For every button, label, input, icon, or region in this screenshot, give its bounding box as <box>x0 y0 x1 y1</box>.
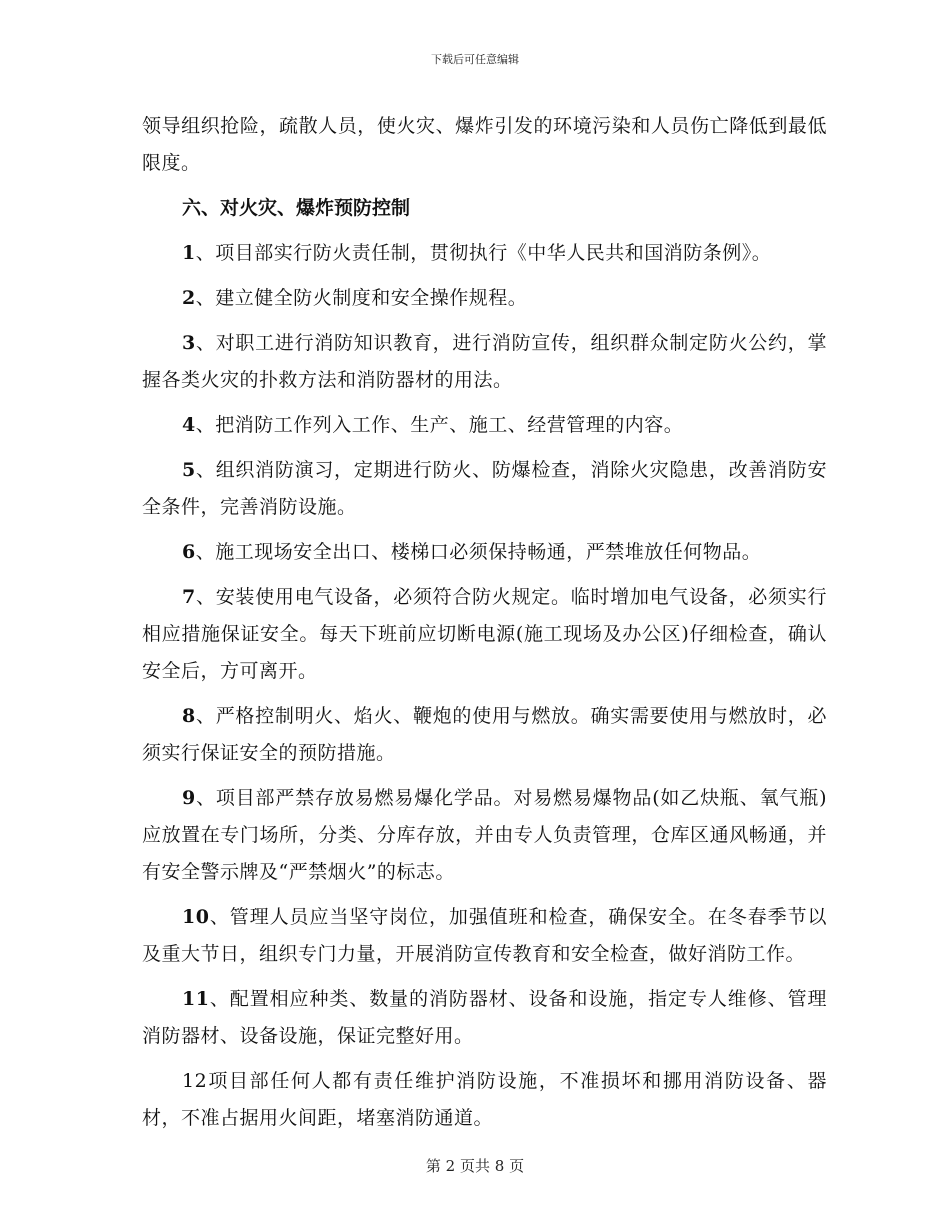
item-number: 1 <box>182 242 196 264</box>
list-item-3 <box>142 325 827 399</box>
item-text: 、组织消防演习，定期进行防火、防爆检查，消除火灾隐患，改善消防安全条件，完善消防设施。 <box>142 459 827 518</box>
item-text: 、项目部严禁存放易燃易爆化学品。对易燃易爆物品(如乙炔瓶、氧气瓶)应放置在专门场所，分类、分库存放，并由专人负责管理，仓库区通风畅通，并有安全警示牌及“严禁烟火”的标志。 <box>142 787 827 883</box>
item-text: 、施工现场安全出口、楼梯口必须保持畅通，严禁堆放任何物品。 <box>195 541 762 563</box>
item-number: 4 <box>182 414 196 436</box>
page-header: 下载后可任意编辑 <box>431 53 519 66</box>
section-title: 六、对火灾、爆炸预防控制 <box>182 197 411 219</box>
list-item-10 <box>142 899 827 973</box>
item-number: 8 <box>182 705 196 727</box>
item-text: 、配置相应种类、数量的消防器材、设备和设施，指定专人维修、管理消防器材、设备设施，保证完整好用。 <box>142 988 827 1047</box>
list-item-6 <box>142 534 827 571</box>
item-number: 10 <box>182 906 210 928</box>
item-number: 3 <box>182 332 196 354</box>
item-text: 、严格控制明火、焰火、鞭炮的使用与燃放。确实需要使用与燃放时，必须实行保证安全的预防措施。 <box>142 705 827 764</box>
list-item-2 <box>142 280 827 317</box>
item-text: 、把消防工作列入工作、生产、施工、经营管理的内容。 <box>195 414 684 436</box>
list-item-9 <box>142 780 827 891</box>
item-number: 2 <box>182 287 196 309</box>
list-item-8 <box>142 698 827 772</box>
item-number: 5 <box>182 459 196 481</box>
document-body <box>142 108 827 1145</box>
list-item-7 <box>142 579 827 690</box>
item-number: 6 <box>182 541 196 563</box>
item-text: 、安装使用电气设备，必须符合防火规定。临时增加电气设备，必须实行相应措施保证安全。每天下班前应切断电源(施工现场及办公区)仔细检查，确认安全后，方可离开。 <box>142 586 827 682</box>
list-item-4 <box>142 407 827 444</box>
item-text: 、管理人员应当坚守岗位，加强值班和检查，确保安全。在冬春季节以及重大节日，组织专门力量，开展消防宣传教育和安全检查，做好消防工作。 <box>142 906 827 965</box>
item-text: 、项目部实行防火责任制，贯彻执行《中华人民共和国消防条例》。 <box>195 242 772 264</box>
list-item-12: 12项目部任何人都有责任维护消防设施，不准损坏和挪用消防设备、器材，不准占据用火间距，堵塞消防通道。 <box>142 1070 827 1129</box>
intro-paragraph: 领导组织抢险，疏散人员，使火灾、爆炸引发的环境污染和人员伤亡降低到最低限度。 <box>142 115 827 174</box>
page-footer: 第 2 页共 8 页 <box>425 1157 525 1175</box>
item-text: 、建立健全防火制度和安全操作规程。 <box>195 287 528 309</box>
list-item-1 <box>142 235 827 272</box>
item-number: 9 <box>182 787 196 809</box>
item-text: 、对职工进行消防知识教育，进行消防宣传，组织群众制定防火公约，掌握各类火灾的扑救方法和消防器材的用法。 <box>142 332 827 391</box>
item-number: 7 <box>182 586 196 608</box>
list-item-11 <box>142 981 827 1055</box>
item-number: 11 <box>182 988 210 1010</box>
list-item-5 <box>142 452 827 526</box>
